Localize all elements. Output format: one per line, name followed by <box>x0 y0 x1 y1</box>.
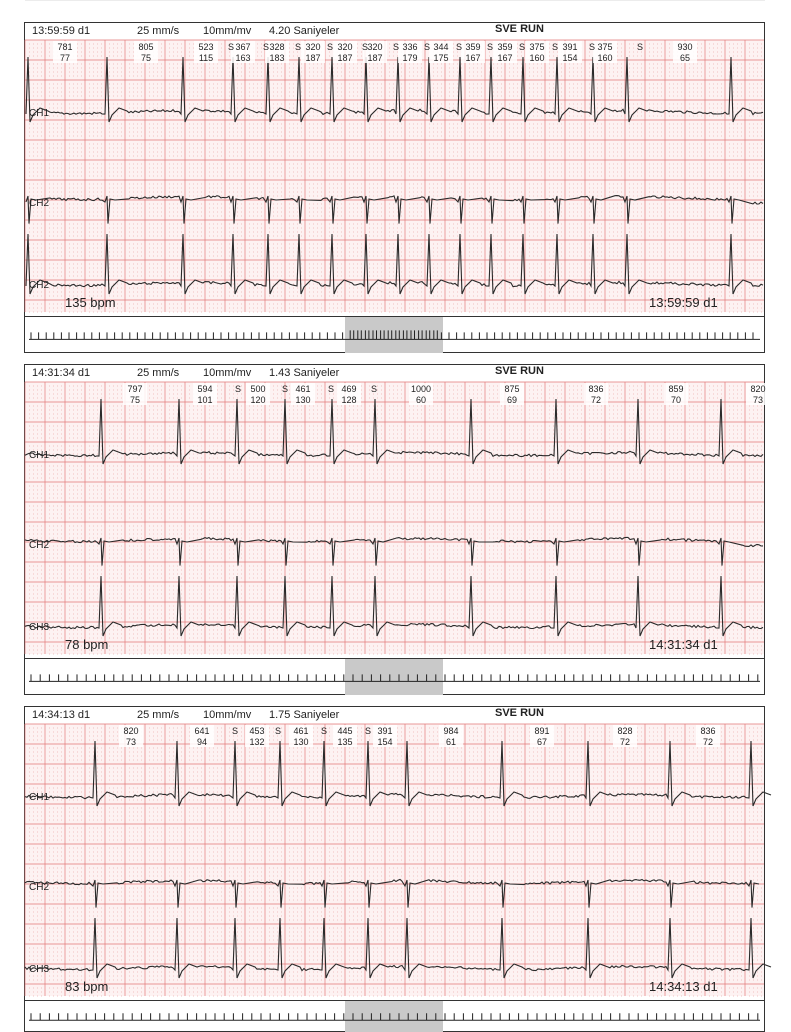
heart-rate-value: 128 <box>341 395 357 405</box>
s-beat-marker: S <box>234 384 242 394</box>
rr-interval-label: 344 <box>433 42 449 52</box>
heart-rate-value: 69 <box>506 395 518 405</box>
rr-interval-label: 500 <box>250 384 266 394</box>
rr-interval-label: 391 <box>562 42 578 52</box>
rr-interval-label: 461 <box>293 726 309 736</box>
heart-rate-value: 154 <box>377 737 393 747</box>
ecg-strip-2[interactable] <box>24 364 765 695</box>
top-divider <box>25 0 765 1</box>
s-beat-marker: S <box>262 42 270 52</box>
heart-rate-value: 72 <box>619 737 631 747</box>
paper-speed: 25 mm/s <box>137 25 180 37</box>
duration: 1.75 Saniyeler <box>269 709 340 721</box>
footer-time: 14:34:13 d1 <box>649 979 718 994</box>
rr-interval-label: 984 <box>443 726 459 736</box>
duration: 4.20 Saniyeler <box>269 25 340 37</box>
heart-rate-value: 67 <box>536 737 548 747</box>
rr-interval-label: 820 <box>123 726 139 736</box>
rr-interval-label: 836 <box>700 726 716 736</box>
rr-interval-label: 828 <box>617 726 633 736</box>
heart-rate-label: 135 bpm <box>65 295 116 310</box>
s-beat-marker: S <box>551 42 559 52</box>
s-beat-marker: S <box>423 42 431 52</box>
rr-interval-label: 859 <box>668 384 684 394</box>
rr-interval-label: 359 <box>465 42 481 52</box>
lead-label: CH2 <box>29 280 50 291</box>
ecg-grid <box>25 724 764 996</box>
heart-rate-value: 73 <box>752 395 764 405</box>
heart-rate-value: 130 <box>293 737 309 747</box>
lead-label: CH1 <box>29 108 50 119</box>
rr-interval-label: 797 <box>127 384 143 394</box>
rr-interval-label: 930 <box>677 42 693 52</box>
rr-interval-label: 461 <box>295 384 311 394</box>
footer-time: 14:31:34 d1 <box>649 637 718 652</box>
rr-interval-label: 367 <box>235 42 251 52</box>
s-beat-marker: S <box>455 42 463 52</box>
paper-speed: 25 mm/s <box>137 367 180 379</box>
heart-rate-value: 167 <box>497 53 513 63</box>
strip-header <box>25 707 764 724</box>
s-beat-marker: S <box>227 42 235 52</box>
heart-rate-value: 115 <box>198 53 214 63</box>
heart-rate-value: 167 <box>465 53 481 63</box>
s-beat-marker: S <box>364 726 372 736</box>
heart-rate-value: 60 <box>415 395 427 405</box>
rr-interval-label: 320 <box>367 42 383 52</box>
heart-rate-value: 75 <box>129 395 141 405</box>
heart-rate-value: 72 <box>590 395 602 405</box>
rr-interval-label: 445 <box>337 726 353 736</box>
rr-interval-label: 805 <box>138 42 154 52</box>
ecg-grid <box>25 40 764 312</box>
heart-rate-value: 160 <box>597 53 613 63</box>
heart-rate-value: 135 <box>337 737 353 747</box>
footer-time: 13:59:59 d1 <box>649 295 718 310</box>
heart-rate-label: 78 bpm <box>65 637 109 652</box>
strip-time: 14:31:34 d1 <box>32 367 91 379</box>
s-beat-marker: S <box>392 42 400 52</box>
heart-rate-value: 154 <box>562 53 578 63</box>
heart-rate-value: 73 <box>125 737 137 747</box>
lead-label: CH2 <box>29 882 50 893</box>
lead-label: CH2 <box>29 540 50 551</box>
heart-rate-value: 130 <box>295 395 311 405</box>
heart-rate-value: 179 <box>402 53 418 63</box>
rr-interval-label: 336 <box>402 42 418 52</box>
heart-rate-label: 83 bpm <box>65 979 109 994</box>
gain: 10mm/mv <box>203 25 252 37</box>
heart-rate-value: 175 <box>433 53 449 63</box>
s-beat-marker: S <box>320 726 328 736</box>
s-beat-marker: S <box>281 384 289 394</box>
rr-interval-label: 523 <box>198 42 214 52</box>
strip-title: SVE RUN <box>495 23 544 35</box>
s-beat-marker: S <box>231 726 239 736</box>
rhythm-overview[interactable] <box>25 316 764 353</box>
heart-rate-value: 183 <box>269 53 285 63</box>
strip-title: SVE RUN <box>495 707 544 719</box>
rhythm-ticks <box>25 659 764 695</box>
s-beat-marker: S <box>588 42 596 52</box>
rr-interval-label: 641 <box>194 726 210 736</box>
heart-rate-value: 61 <box>445 737 457 747</box>
s-beat-marker: S <box>361 42 369 52</box>
s-beat-marker: S <box>294 42 302 52</box>
lead-label: CH1 <box>29 450 50 461</box>
heart-rate-value: 120 <box>250 395 266 405</box>
rr-interval-label: 469 <box>341 384 357 394</box>
s-beat-marker: S <box>486 42 494 52</box>
ecg-trace-area <box>25 40 764 312</box>
strip-header <box>25 365 764 382</box>
heart-rate-value: 94 <box>196 737 208 747</box>
ecg-strip-3[interactable] <box>24 706 765 1032</box>
heart-rate-value: 65 <box>679 53 691 63</box>
rr-interval-label: 375 <box>597 42 613 52</box>
strip-time: 14:34:13 d1 <box>32 709 91 721</box>
heart-rate-value: 75 <box>140 53 152 63</box>
ecg-trace-area <box>25 724 764 996</box>
ecg-traces <box>25 382 764 654</box>
lead-label: CH3 <box>29 964 50 975</box>
gain: 10mm/mv <box>203 367 252 379</box>
heart-rate-value: 132 <box>249 737 265 747</box>
s-beat-marker: S <box>518 42 526 52</box>
ecg-traces <box>25 40 764 312</box>
rr-interval-label: 875 <box>504 384 520 394</box>
lead-label: CH2 <box>29 198 50 209</box>
heart-rate-value: 160 <box>529 53 545 63</box>
rr-interval-label: 781 <box>57 42 73 52</box>
heart-rate-value: 101 <box>197 395 213 405</box>
rr-interval-label: 359 <box>497 42 513 52</box>
rr-interval-label: 320 <box>305 42 321 52</box>
paper-speed: 25 mm/s <box>137 709 180 721</box>
ecg-trace-area <box>25 382 764 654</box>
duration: 1.43 Saniyeler <box>269 367 340 379</box>
rr-interval-label: 320 <box>337 42 353 52</box>
heart-rate-value: 187 <box>367 53 383 63</box>
heart-rate-value: 72 <box>702 737 714 747</box>
ecg-traces <box>25 724 764 996</box>
rr-interval-label: 836 <box>588 384 604 394</box>
ecg-grid <box>25 382 764 654</box>
s-beat-marker: S <box>327 384 335 394</box>
rr-interval-label: 375 <box>529 42 545 52</box>
s-beat-marker: S <box>274 726 282 736</box>
strip-time: 13:59:59 d1 <box>32 25 91 37</box>
rhythm-ticks-path <box>29 674 760 681</box>
rr-interval-label: 328 <box>269 42 285 52</box>
s-beat-marker: S <box>370 384 378 394</box>
rhythm-overview[interactable] <box>25 1000 764 1032</box>
heart-rate-value: 187 <box>305 53 321 63</box>
rhythm-ticks <box>25 317 764 353</box>
rr-interval-label: 594 <box>197 384 213 394</box>
rr-interval-label: 453 <box>249 726 265 736</box>
s-beat-marker: S <box>636 42 644 52</box>
rhythm-overview[interactable] <box>25 658 764 695</box>
strip-header <box>25 23 764 40</box>
ecg-strip-1[interactable] <box>24 22 765 353</box>
rr-interval-label: 391 <box>377 726 393 736</box>
heart-rate-value: 77 <box>59 53 71 63</box>
strip-title: SVE RUN <box>495 365 544 377</box>
rhythm-ticks-path <box>29 330 760 339</box>
rr-interval-label: 891 <box>534 726 550 736</box>
heart-rate-value: 70 <box>670 395 682 405</box>
rr-interval-label: 1000 <box>410 384 432 394</box>
lead-label: CH1 <box>29 792 50 803</box>
lead-label: CH3 <box>29 622 50 633</box>
heart-rate-value: 163 <box>235 53 251 63</box>
rhythm-ticks-path <box>29 1013 760 1020</box>
s-beat-marker: S <box>326 42 334 52</box>
gain: 10mm/mv <box>203 709 252 721</box>
rr-interval-label: 820 <box>750 384 766 394</box>
heart-rate-value: 187 <box>337 53 353 63</box>
rhythm-ticks <box>25 1001 764 1032</box>
